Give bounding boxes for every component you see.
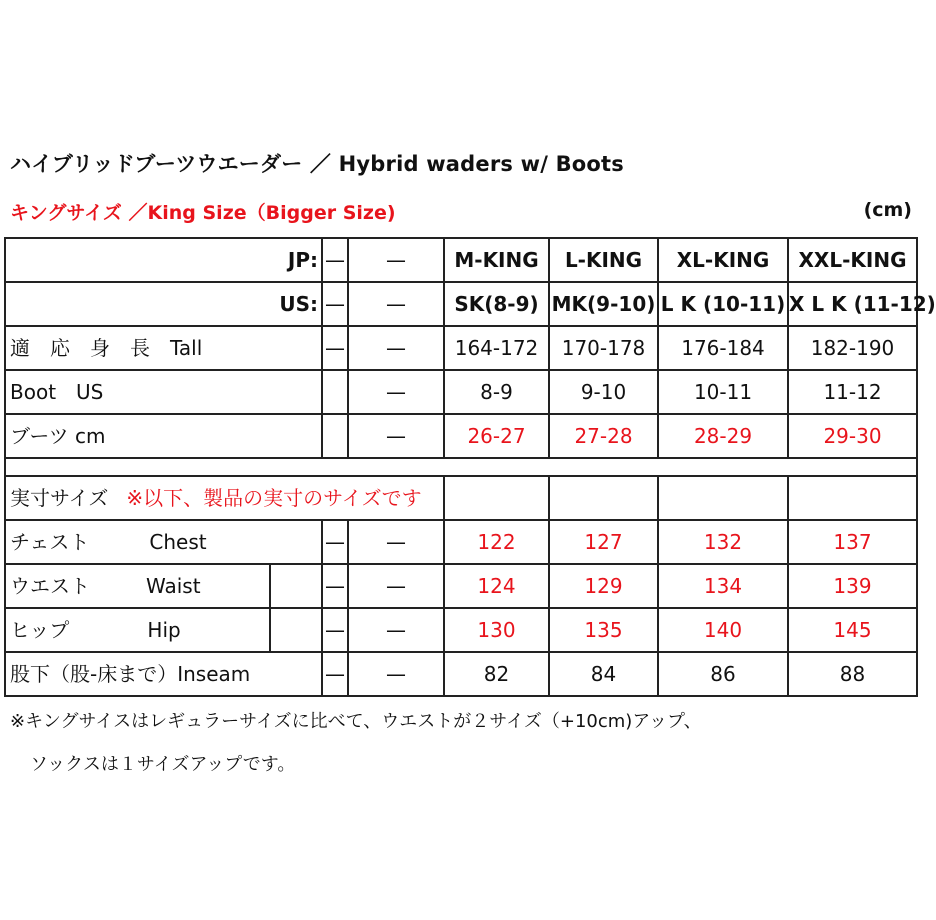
value-cell: 135	[549, 608, 658, 652]
dash-cell: —	[348, 238, 444, 282]
spacer-row	[5, 458, 917, 476]
us-size: L K (10-11)	[658, 282, 788, 326]
label-en: Waist	[146, 574, 201, 598]
value-cell: 130	[444, 608, 549, 652]
value-cell: 82	[444, 652, 549, 696]
value-cell: 122	[444, 520, 549, 564]
actual-note: ※以下、製品の実寸のサイズです	[126, 486, 422, 510]
empty-cell	[658, 476, 788, 520]
row-hip	[5, 608, 917, 652]
value-cell: 9-10	[549, 370, 658, 414]
jp-size: XL-KING	[658, 238, 788, 282]
value-cell: 29-30	[788, 414, 917, 458]
value-cell: 127	[549, 520, 658, 564]
empty-cell	[549, 476, 658, 520]
row-label	[5, 608, 270, 652]
dash-cell: —	[348, 520, 444, 564]
empty-cell	[322, 370, 348, 414]
dash-cell: —	[322, 608, 348, 652]
row-label	[5, 564, 270, 608]
value-cell: 176-184	[658, 326, 788, 370]
dash-cell: —	[348, 564, 444, 608]
dash-cell: —	[348, 608, 444, 652]
us-size: X L K (11-12)	[788, 282, 917, 326]
value-cell: 132	[658, 520, 788, 564]
value-cell: 139	[788, 564, 917, 608]
value-cell: 145	[788, 608, 917, 652]
label-ja: ウエスト	[10, 574, 90, 598]
dash-cell: —	[322, 564, 348, 608]
label-ja: ヒップ	[10, 618, 70, 642]
value-cell: 124	[444, 564, 549, 608]
footnote-line-1: ※キングサイスはレギュラーサイズに比べて、ウエストが２サイズ（+10cm)アップ、	[10, 711, 702, 732]
dash-cell: —	[322, 282, 348, 326]
dash-cell: —	[348, 282, 444, 326]
spacer-cell	[5, 458, 917, 476]
value-cell: 10-11	[658, 370, 788, 414]
jp-size: L-KING	[549, 238, 658, 282]
value-cell: 170-178	[549, 326, 658, 370]
row-label: 適 応 身 長 Tall	[5, 326, 322, 370]
value-cell: 88	[788, 652, 917, 696]
row-tall	[5, 326, 917, 370]
value-cell: 86	[658, 652, 788, 696]
label-en: Hip	[147, 618, 181, 642]
empty-cell	[322, 414, 348, 458]
value-cell: 134	[658, 564, 788, 608]
dash-cell: —	[322, 652, 348, 696]
row-jp	[5, 238, 917, 282]
row-us	[5, 282, 917, 326]
value-cell: 27-28	[549, 414, 658, 458]
page-subtitle: キングサイズ ／King Size（Bigger Size)	[10, 202, 396, 224]
value-cell: 140	[658, 608, 788, 652]
actual-label: 実寸サイズ	[10, 486, 109, 510]
size-table	[4, 237, 936, 697]
dash-cell: —	[322, 520, 348, 564]
us-label: US:	[5, 282, 322, 326]
empty-cell	[444, 476, 549, 520]
empty-cell	[788, 476, 917, 520]
dash-cell: —	[348, 414, 444, 458]
row-actual-size	[5, 476, 917, 520]
value-cell: 129	[549, 564, 658, 608]
dash-cell: —	[322, 326, 348, 370]
value-cell: 164-172	[444, 326, 549, 370]
jp-label: JP:	[5, 238, 322, 282]
row-label	[5, 520, 322, 564]
dash-cell: —	[322, 238, 348, 282]
value-cell: 8-9	[444, 370, 549, 414]
footnote-line-2: ソックスは１サイズアップです。	[30, 754, 296, 775]
jp-size: XXL-KING	[788, 238, 917, 282]
label-ja: チェスト	[10, 530, 90, 554]
label-en: Chest	[149, 530, 207, 554]
value-cell: 28-29	[658, 414, 788, 458]
page-title: ハイブリッドブーツウエーダー ／ Hybrid waders w/ Boots	[10, 152, 624, 176]
row-label	[5, 476, 444, 520]
unit-label: (cm)	[863, 199, 912, 221]
dash-cell: —	[348, 652, 444, 696]
empty-cell	[270, 608, 322, 652]
jp-size: M-KING	[444, 238, 549, 282]
value-cell: 26-27	[444, 414, 549, 458]
row-boot-cm	[5, 414, 917, 458]
dash-cell: —	[348, 370, 444, 414]
us-size: MK(9-10)	[549, 282, 658, 326]
row-label: ブーツ cm	[5, 414, 322, 458]
row-chest	[5, 520, 917, 564]
dash-cell: —	[348, 326, 444, 370]
row-label: Boot US	[5, 370, 322, 414]
value-cell: 11-12	[788, 370, 917, 414]
empty-cell	[270, 564, 322, 608]
row-boot-us	[5, 370, 917, 414]
value-cell: 137	[788, 520, 917, 564]
row-waist	[5, 564, 917, 608]
row-label: 股下（股-床まで）Inseam	[5, 652, 322, 696]
value-cell: 84	[549, 652, 658, 696]
us-size: SK(8-9)	[444, 282, 549, 326]
value-cell: 182-190	[788, 326, 917, 370]
row-inseam	[5, 652, 917, 696]
